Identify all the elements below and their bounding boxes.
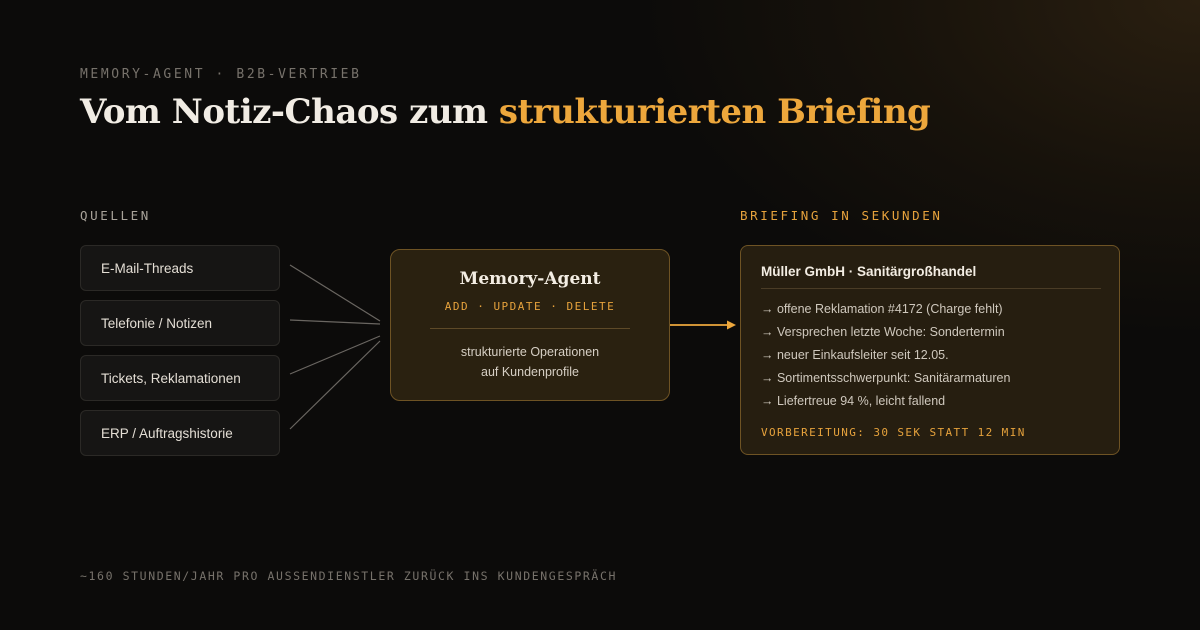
footnote: ~160 STUNDEN/JAHR PRO AUSSENDIENSTLER ZURÜCK INS KUNDENGESPRÄCH xyxy=(80,569,617,583)
source-label: ERP / Auftragshistorie xyxy=(101,425,233,441)
briefing-title: Müller GmbH · Sanitärgroßhandel xyxy=(761,264,977,279)
title-main: Vom Notiz-Chaos zum xyxy=(80,92,499,132)
connector-line-erp xyxy=(290,341,380,429)
agent-operations: ADD · UPDATE · DELETE xyxy=(444,300,616,313)
briefing-item: → Versprechen letzte Woche: Sondertermin xyxy=(761,325,1005,339)
sources-label: QUELLEN xyxy=(80,208,151,223)
briefing-card xyxy=(740,245,1120,455)
source-label: E-Mail-Threads xyxy=(101,260,194,276)
briefing-item: → Sortimentsschwerpunkt: Sanitärarmaturen xyxy=(761,371,1011,385)
agent-title: Memory-Agent xyxy=(459,269,601,289)
source-label: Telefonie / Notizen xyxy=(101,315,213,331)
briefing-item: → offene Reklamation #4172 (Charge fehlt) xyxy=(761,302,1003,316)
source-label: Tickets, Reklamationen xyxy=(101,370,241,386)
source-email-threads xyxy=(80,245,280,291)
agent-description-line: auf Kundenprofile xyxy=(481,365,579,379)
briefing-label: BRIEFING IN SEKUNDEN xyxy=(740,208,943,223)
connector-line-telefonie xyxy=(290,320,380,324)
briefing-divider xyxy=(761,288,1101,289)
connector-line-email xyxy=(290,265,380,321)
briefing-item: → neuer Einkaufsleiter seit 12.05. xyxy=(761,348,949,362)
title-accent: strukturierten Briefing xyxy=(498,92,931,132)
briefing-item: → Liefertreue 94 %, leicht fallend xyxy=(761,394,946,408)
source-tickets-reklamationen xyxy=(80,355,280,401)
output-arrow-head xyxy=(727,321,736,330)
agent-description xyxy=(391,342,669,382)
briefing-footer: VORBEREITUNG: 30 SEK STATT 12 MIN xyxy=(761,426,1026,439)
source-telefonie-notizen xyxy=(80,300,280,346)
agent-description-line: strukturierte Operationen xyxy=(460,345,600,359)
agent-divider xyxy=(430,328,630,329)
memory-agent-box xyxy=(390,249,670,401)
briefing-list xyxy=(761,301,1010,416)
eyebrow: MEMORY-AGENT · B2B-VERTRIEB xyxy=(80,67,362,82)
source-erp-auftragshistorie xyxy=(80,410,280,456)
